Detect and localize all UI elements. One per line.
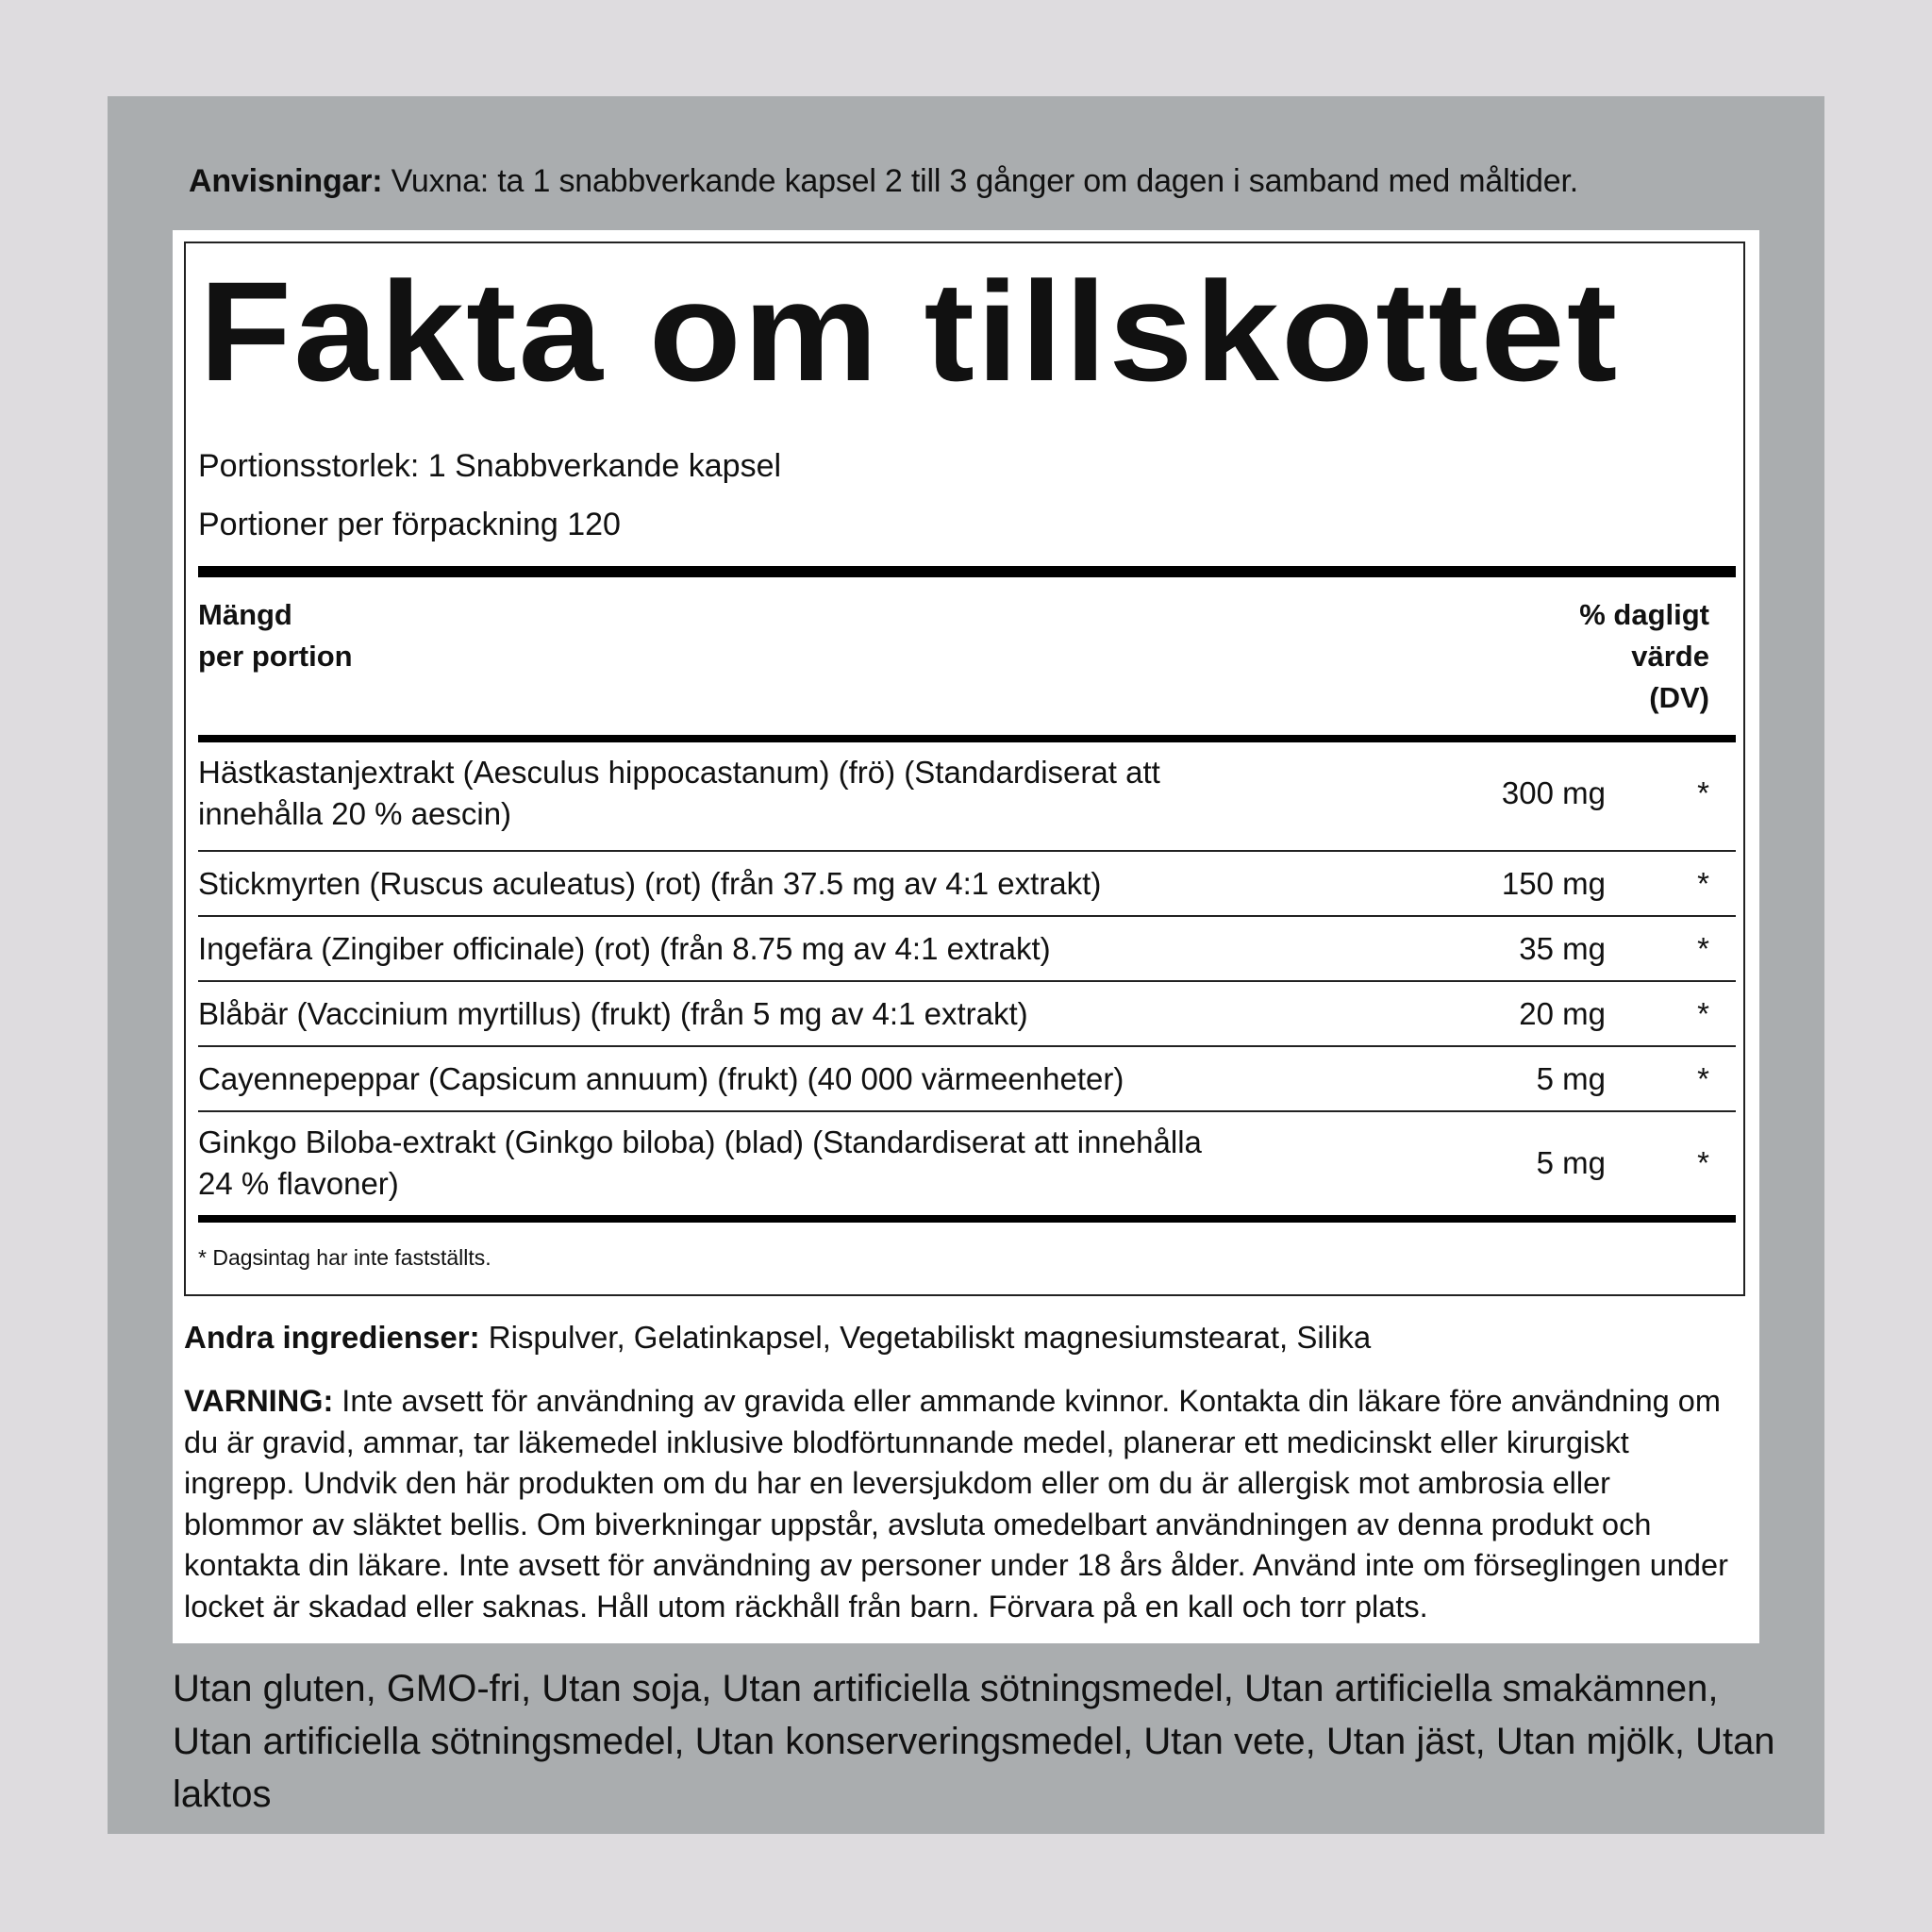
- free-from-claims: Utan gluten, GMO-fri, Utan soja, Utan artificiella sötningsmedel, Utan artificiella smakämnen, Utan artificiella sötningsmedel, Utan konserveringsmedel, Utan vete, Utan jäst, Utan mjölk, Utan laktos: [173, 1668, 1775, 1815]
- ingredient-dv: *: [1697, 866, 1709, 901]
- footnote: * Dagsintag har inte fastställts.: [198, 1245, 491, 1270]
- thick-rule: [198, 1215, 1736, 1223]
- other-ingredients-label: Andra ingredienser:: [184, 1320, 480, 1355]
- facts-title: Fakta om tillskottet: [199, 252, 1620, 410]
- ingredient-dv: *: [1697, 1145, 1709, 1180]
- ingredient-amount: 300 mg: [1501, 775, 1606, 810]
- table-row: [198, 1047, 1736, 1112]
- servings-per-container: Portioner per förpackning 120: [198, 507, 621, 542]
- directions: [189, 158, 1578, 204]
- warning: [184, 1381, 1731, 1628]
- table-row: [198, 1112, 1736, 1222]
- directions-text: Vuxna: ta 1 snabbverkande kapsel 2 till 3 gånger om dagen i samband med måltider.: [382, 163, 1578, 199]
- ingredient-amount: 35 mg: [1519, 931, 1606, 966]
- ingredient-name: Hästkastanjextrakt (Aesculus hippocastanum) (frö) (Standardiserat att innehålla 20 % aescin): [198, 755, 1160, 831]
- supplement-facts-box: [184, 242, 1745, 1296]
- ingredient-amount: 20 mg: [1519, 996, 1606, 1031]
- ingredient-name: Blåbär (Vaccinium myrtillus) (frukt) (från 5 mg av 4:1 extrakt): [198, 996, 1028, 1031]
- ingredient-name: Ingefära (Zingiber officinale) (rot) (från 8.75 mg av 4:1 extrakt): [198, 931, 1051, 966]
- ingredient-name: Stickmyrten (Ruscus aculeatus) (rot) (från 37.5 mg av 4:1 extrakt): [198, 866, 1102, 901]
- amount-per-serving-header: [198, 594, 353, 677]
- table-row: [198, 917, 1736, 982]
- daily-value-header: [1579, 594, 1709, 719]
- warning-text: Inte avsett för användning av gravida eller ammande kvinnor. Kontakta din läkare före användning om du är gravid, ammar, tar läkemedel inklusive blodförtunnande medel, planerar ett medicinskt eller kirurgiskt ingrepp. Undvik den här produkten om du har en leversjukdom eller om du är allergisk mot ambrosia eller blommor av släktet bellis. Om biverkningar uppstår, avsluta omedelbart användningen av denna produkt och kontakta din läkare. Inte avsett för användning av personer under 18 års ålder. Använd inte om förseglingen under locket är skadad eller saknas. Håll utom räckhåll från barn. Förvara på en kall och torr plats.: [184, 1384, 1728, 1624]
- directions-label: Anvisningar:: [189, 163, 383, 199]
- ingredient-table: [198, 742, 1736, 1222]
- serving-size: Portionsstorlek: 1 Snabbverkande kapsel: [198, 448, 782, 484]
- header-right-line: värde: [1631, 640, 1709, 673]
- other-ingredients: [184, 1317, 1371, 1358]
- thick-rule: [198, 566, 1736, 577]
- ingredient-amount: 150 mg: [1501, 866, 1606, 901]
- header-right-line: (DV): [1649, 681, 1709, 714]
- ingredient-dv: *: [1697, 775, 1709, 810]
- header-left-line: per portion: [198, 640, 353, 673]
- ingredient-name: Ginkgo Biloba-extrakt (Ginkgo biloba) (blad) (Standardiserat att innehålla 24 % flavoner): [198, 1124, 1202, 1201]
- header-right-line: % dagligt: [1579, 598, 1709, 631]
- ingredient-dv: *: [1697, 996, 1709, 1031]
- ingredient-dv: *: [1697, 1061, 1709, 1096]
- ingredient-amount: 5 mg: [1536, 1061, 1606, 1096]
- ingredient-name: Cayennepeppar (Capsicum annuum) (frukt) (40 000 värmeenheter): [198, 1061, 1124, 1096]
- warning-label: VARNING:: [184, 1384, 334, 1418]
- ingredient-amount: 5 mg: [1536, 1145, 1606, 1180]
- other-ingredients-text: Rispulver, Gelatinkapsel, Vegetabiliskt magnesiumstearat, Silika: [479, 1320, 1372, 1355]
- table-row: [198, 852, 1736, 917]
- table-row: [198, 982, 1736, 1047]
- thick-rule: [198, 735, 1736, 742]
- ingredient-dv: *: [1697, 931, 1709, 966]
- table-row: [198, 742, 1736, 852]
- header-left-line: Mängd: [198, 598, 292, 631]
